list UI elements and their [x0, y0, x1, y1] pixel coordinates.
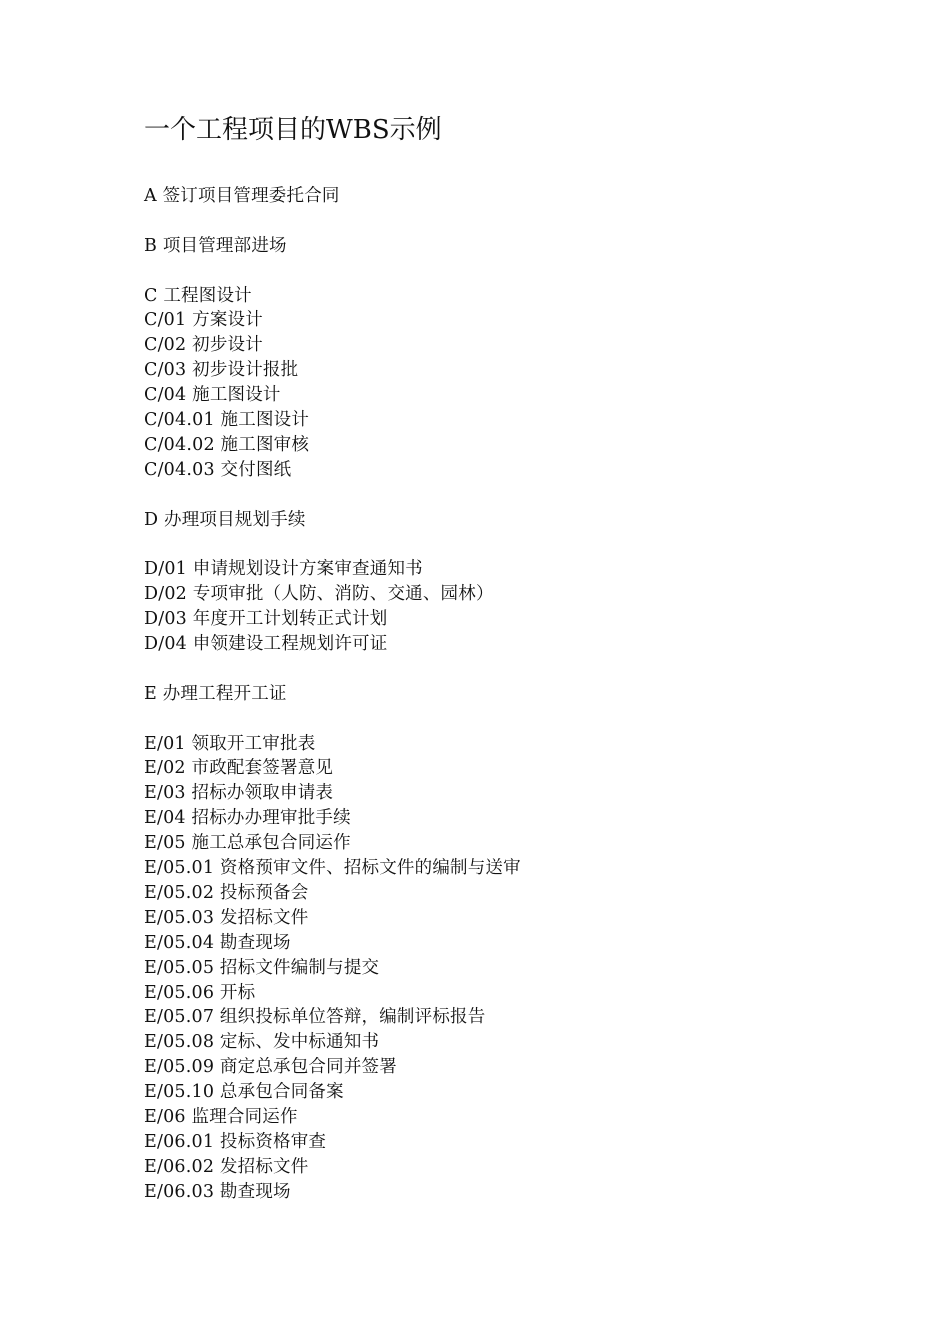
document-page	[144, 110, 904, 1205]
wbs-item: C/03 初步设计报批	[144, 360, 299, 381]
wbs-item: E 办理工程开工证	[144, 683, 287, 704]
wbs-item: A 签订项目管理委托合同	[144, 186, 340, 206]
blank-line	[144, 259, 904, 284]
wbs-item: E/05.02 投标预备会	[144, 882, 309, 903]
wbs-item: E/05.08 定标、发中标通知书	[144, 1032, 380, 1053]
wbs-item: C/04.02 施工图审核	[144, 434, 310, 455]
blank-line	[144, 657, 904, 682]
wbs-item: E/05.04 勘查现场	[144, 932, 291, 953]
wbs-item: D/02 专项审批（人防、消防、交通、园林）	[144, 584, 494, 605]
page-title: 一个工程项目的WBS示例	[144, 115, 442, 145]
wbs-item: E/02 市政配套签署意见	[144, 758, 334, 779]
wbs-item: C/02 初步设计	[144, 335, 263, 356]
wbs-item: D/03 年度开工计划转正式计划	[144, 609, 388, 630]
wbs-item: E/06.01 投标资格审查	[144, 1131, 327, 1152]
wbs-item: B 项目管理部进场	[144, 235, 287, 256]
wbs-item: E/05.07 组织投标单位答辩，编制评标报告	[144, 1007, 486, 1028]
wbs-item: E/06.02 发招标文件	[144, 1156, 309, 1177]
wbs-item: E/03 招标办领取申请表	[144, 783, 334, 804]
wbs-item: E/05.05 招标文件编制与提交	[144, 957, 380, 978]
wbs-item: E/01 领取开工审批表	[144, 733, 316, 754]
wbs-item: E/05.10 总承包合同备案	[144, 1082, 344, 1103]
wbs-item: C/04.01 施工图设计	[144, 410, 310, 431]
wbs-item: C 工程图设计	[144, 285, 252, 306]
wbs-item: E/05.01 资格预审文件、招标文件的编制与送审	[144, 858, 521, 879]
wbs-item: C/04 施工图设计	[144, 385, 281, 406]
wbs-item: D 办理项目规划手续	[144, 509, 306, 530]
wbs-item: E/04 招标办办理审批手续	[144, 808, 351, 829]
wbs-item: C/01 方案设计	[144, 310, 263, 331]
wbs-item: E/05.03 发招标文件	[144, 907, 309, 928]
blank-line	[144, 209, 904, 234]
blank-line	[144, 532, 904, 557]
wbs-list	[144, 184, 904, 1205]
blank-line	[144, 707, 904, 732]
wbs-item: E/05.06 开标	[144, 982, 256, 1003]
wbs-item: C/04.03 交付图纸	[144, 459, 292, 480]
wbs-item: D/04 申领建设工程规划许可证	[144, 634, 388, 655]
wbs-item: E/06 监理合同运作	[144, 1106, 298, 1127]
wbs-item: E/06.03 勘查现场	[144, 1181, 291, 1202]
blank-line	[144, 483, 904, 508]
wbs-item: E/05 施工总承包合同运作	[144, 833, 351, 854]
wbs-item: D/01 申请规划设计方案审查通知书	[144, 559, 423, 580]
wbs-item: E/05.09 商定总承包合同并签署	[144, 1057, 397, 1078]
